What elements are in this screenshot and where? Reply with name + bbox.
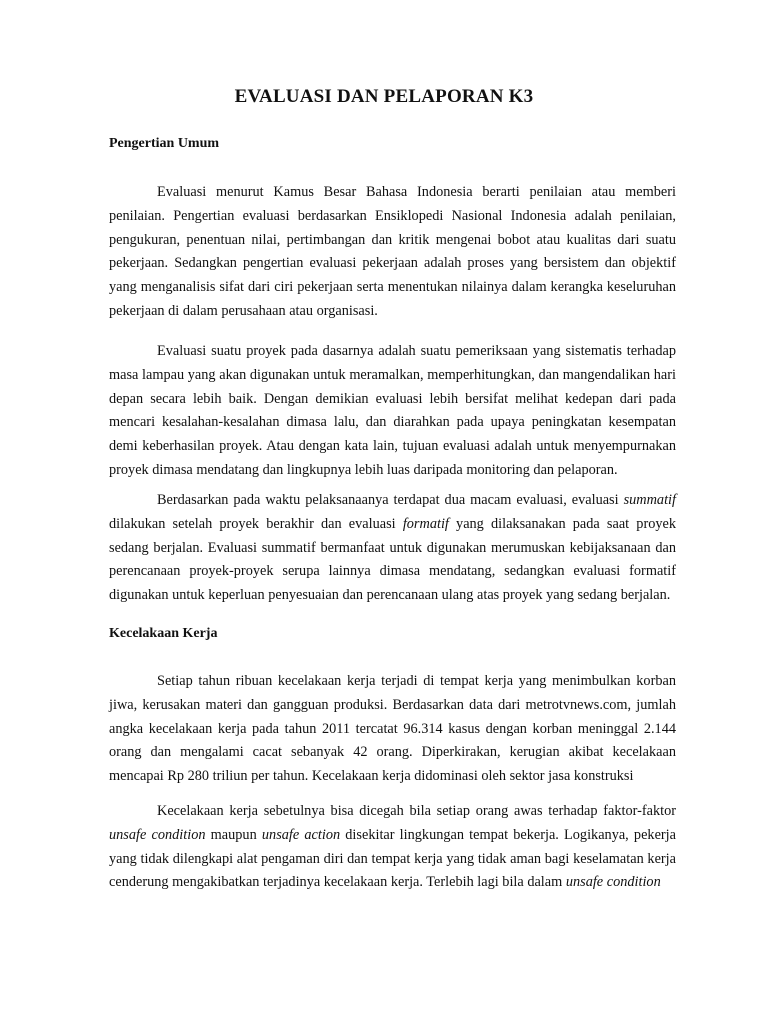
text-segment: Evaluasi suatu proyek pada dasarnya adalah suatu pemeriksaan yang sistematis terhadap masa lampau yang akan digunakan untuk meramalkan, memperhitungkan, dan mangendalikan hari depan secara lebih baik. Dengan demikian evaluasi lebih bersifat melihat kedepan dari pada mencari kesalahan-kesalahan dimasa lalu, dan diarahkan pada upaya peningkatan kesempatan demi keberhasilan proyek. Atau dengan kata lain, tujuan evaluasi adalah untuk menyempurnakan proyek dimasa mendatang dan lingkupnya lebih luas daripada monitoring dan pelaporan. bbox=[109, 343, 676, 478]
document-title: EVALUASI DAN PELAPORAN K3 bbox=[234, 86, 534, 107]
italic-term-unsafe-condition: unsafe condition bbox=[565, 874, 661, 891]
text-segment: Setiap tahun ribuan kecelakaan kerja terjadi di tempat kerja yang menimbulkan korban jiwa, kerusakan materi dan gangguan produksi. Berdasarkan data dari metrotvnews.com, jumlah angka kecelakaan kerja pada tahun 2011 tercatat 96.314 kasus dengan korban meninggal 2.144 orang dan mengalami cacat sebanyak 42 orang. Diperkirakan, kerugian akibat kecelakaan mencapai Rp 280 triliun per tahun. Kecelakaan kerja didominasi oleh sektor jasa konstruksi bbox=[109, 673, 676, 785]
italic-term-summatif: summatif bbox=[623, 492, 676, 508]
italic-term-unsafe-action: unsafe action bbox=[261, 826, 341, 843]
italic-term-unsafe-condition: unsafe condition bbox=[109, 826, 206, 843]
paragraph bbox=[109, 181, 676, 324]
section-heading-pengertian-umum: Pengertian Umum bbox=[109, 136, 220, 151]
text-segment: maupun bbox=[205, 826, 262, 843]
text-segment: disekitar lingkungan tempat bekerja. Logikanya, pekerja yang tidak dilengkapi alat pengaman diri dan tempat kerja yang tidak aman bagi keselamatan kerja cenderung mengakibatkan terjadinya kecelakaan kerja. Terlebih lagi bila dalam bbox=[109, 826, 676, 891]
section-heading-kecelakaan-kerja: Kecelakaan Kerja bbox=[109, 626, 218, 641]
paragraph bbox=[109, 340, 676, 483]
paragraph bbox=[109, 800, 676, 895]
italic-term-formatif: formatif bbox=[402, 515, 449, 532]
text-segment: Berdasarkan pada waktu pelaksanaanya terdapat dua macam evaluasi, evaluasi bbox=[157, 492, 624, 508]
paragraph bbox=[109, 489, 676, 608]
text-segment: dilakukan setelah proyek berakhir dan evaluasi bbox=[109, 515, 403, 532]
paragraph bbox=[109, 670, 676, 789]
text-segment: Kecelakaan kerja sebetulnya bisa dicegah bila setiap orang awas terhadap faktor-faktor bbox=[157, 803, 676, 819]
text-segment: yang dilaksanakan pada saat proyek sedang berjalan. Evaluasi summatif bermanfaat untuk digunakan merumuskan kebijaksanaan dan perencanaan proyek-proyek serupa lainnya dimasa mendatang, sedangkan evaluasi formatif digunakan untuk keperluan penyesuaian dan perencanaan ulang atas proyek yang sedang berjalan. bbox=[109, 515, 676, 604]
text-segment: Evaluasi menurut Kamus Besar Bahasa Indonesia berarti penilaian atau memberi penilaian. Pengertian evaluasi berdasarkan Ensiklopedi Nasional Indonesia adalah penilaian, pengukuran, penentuan nilai, pertimbangan dan kritik mengenai bobot atau kualitas dari suatu pekerjaan. Sedangkan pengertian evaluasi pekerjaan adalah proses yang bersistem dan objektif yang menganalisis sifat dari ciri pekerjaan serta menentukan nilainya dalam kerangka keseluruhan pekerjaan di dalam perusahaan atau organisasi. bbox=[109, 184, 676, 319]
